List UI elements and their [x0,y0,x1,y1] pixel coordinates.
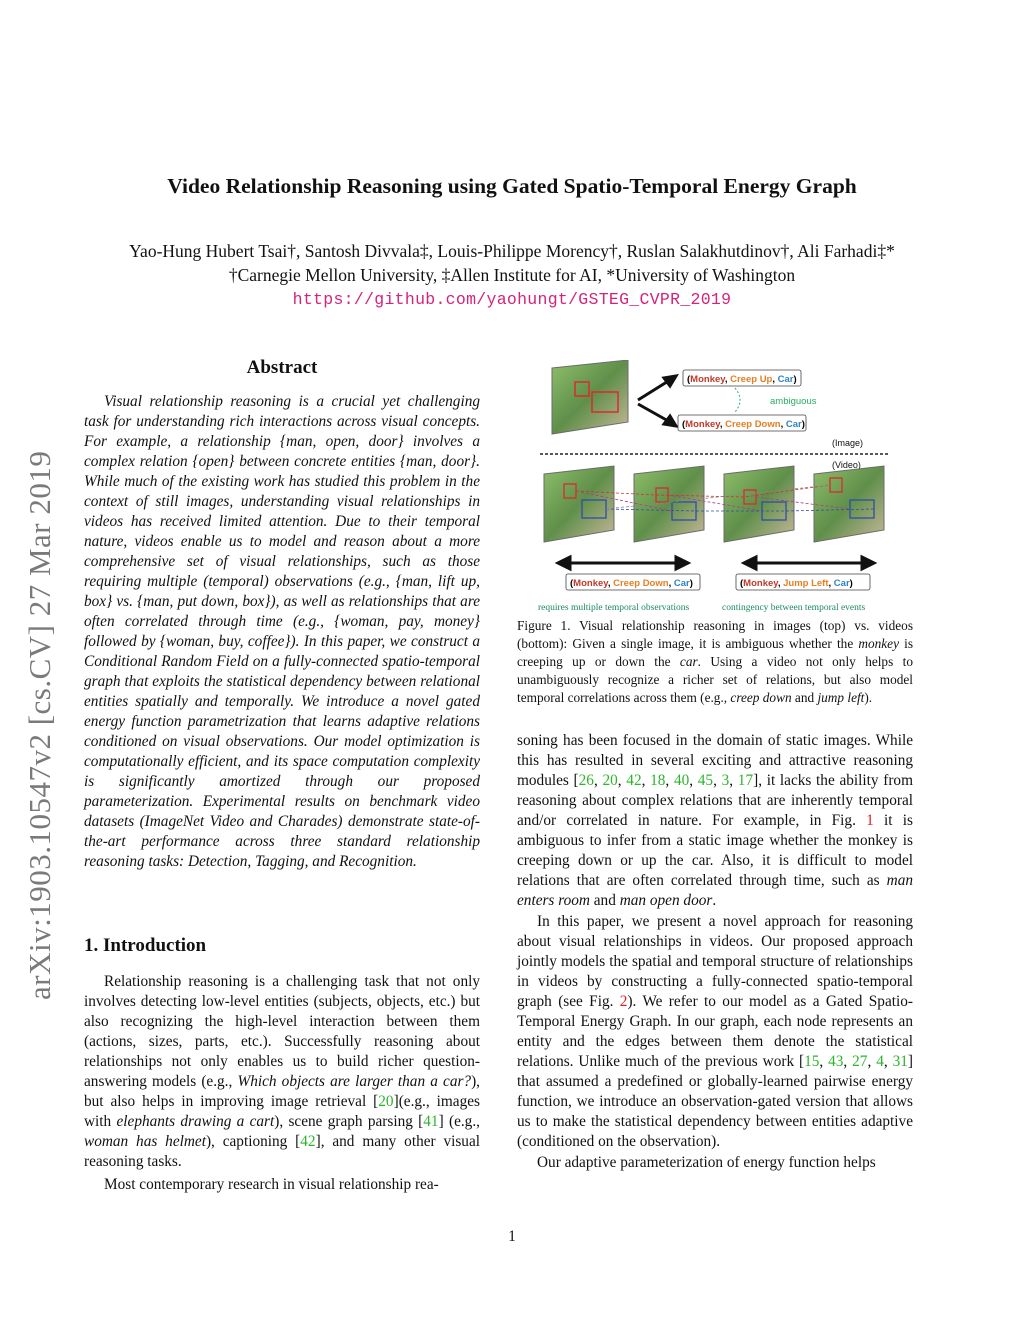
time-span-arrows [558,557,874,569]
citation-link[interactable]: 18 [650,772,666,789]
intro-paragraph-5-start: Our adaptive parameterization of energy function helps [537,1154,876,1171]
intro-paragraph-1: Relationship reasoning is a challenging task that not only involves detecting low-level entities (subjects, objects, etc.) but also recognizing the high-level interaction between them (actions, sizes, parts, etc.). Successfully reasoning about relationships not only enables us to build richer question-answering models (e.g., Which objects are larger than a car?), but also helps in improving image retrieval [20](e.g., images with elephants drawing a cart), scene graph parsing [41] (e.g., woman has helmet), captioning [42], and many other visual reasoning tasks. [84,973,480,1170]
page-number: 1 [508,1228,516,1245]
citation-link[interactable]: 40 [673,772,690,789]
relation-tag-creep-down: (Monkey, Creep Down, Car) [682,419,805,430]
video-label: (Video) [832,460,861,470]
ambiguous-arrow [735,388,740,412]
intro-paragraph-3: soning has been focused in the domain of static images. While this has resulted in several exciting and attractive reasoning modules [26, 20, 42, 18, 40, 45, 3, 17], it lacks the ability from reasoning about complex relations that are inherently temporal and/or correlated in nature. For example, in Fig. 1 it is ambiguous to infer from a static image whether the monkey is creeping down or up the car. Also, it is difficult to model relations that are often correlated through time, such as man enters room and man open door. [517,732,913,909]
citation-link[interactable]: 15 [804,1053,820,1070]
citation-link[interactable]: 27 [852,1053,868,1070]
citation-link[interactable]: 20 [602,772,618,789]
author-list: Yao-Hung Hubert Tsai†, Santosh Divvala‡, Louis-Philippe Morency†, Ruslan Salakhutdinov†, Ali Farhadi‡* [129,241,895,261]
citation-link[interactable]: 3 [721,772,730,789]
figure-1 [530,360,910,615]
figure-1-caption: Figure 1. Visual relationship reasoning in images (top) vs. videos (bottom): Given a single image, it is ambiguous whether the monkey is creeping up or down the car. Using a video not only helps to unambiguously recognize a richer set of relations, but also model temporal correlations across them (e.g., creep down and jump left). [517,618,914,705]
figure-ref-link[interactable]: 2 [619,993,628,1010]
paper-title: Video Relationship Reasoning using Gated Spatio-Temporal Energy Graph [167,174,857,198]
arxiv-stamp: arXiv:1903.10547v2 [cs.CV] 27 Mar 2019 [22,450,57,1000]
arrow-icon [638,376,676,426]
video-frames [544,466,884,542]
intro-right-column [517,731,913,1173]
figure-ref-link[interactable]: 1 [866,812,874,829]
affiliations: †Carnegie Mellon University, ‡Allen Institute for AI, *University of Washington [228,265,796,285]
citation-link[interactable]: 31 [892,1053,908,1070]
figure-note-left: requires multiple temporal observations [538,603,690,613]
relation-tag-creep-up: (Monkey, Creep Up, Car) [687,374,797,385]
citation-link[interactable]: 45 [697,772,714,789]
citation-link[interactable]: 43 [828,1053,844,1070]
intro-paragraph-2-start: Most contemporary research in visual relationship rea- [104,1176,439,1193]
code-link[interactable]: https://github.com/yaohungt/GSTEG_CVPR_2019 [292,290,732,309]
citation-link[interactable]: 42 [626,772,642,789]
citation-link[interactable]: 42 [300,1133,316,1150]
figure-note-right: contingency between temporal events [722,603,866,613]
citation-link[interactable]: 41 [423,1113,439,1130]
citation-link[interactable]: 17 [737,772,754,789]
abstract-heading: Abstract [246,357,318,378]
relation-tag-video-creep-down: (Monkey, Creep Down, Car) [570,578,693,589]
citation-link[interactable]: 4 [876,1053,884,1070]
abstract-text: Visual relationship reasoning is a crucial yet challenging task for understanding rich interactions across visual concepts. For example, a relationship {man, open, door} involves a complex relation {open} between concrete entities {man, door}. While much of the existing work has studied this problem in the context of still images, understanding visual relationships in videos has received limited attention. Due to their temporal nature, videos enable us to model and reason about a more comprehensive set of visual relationships, such as those requiring multiple (temporal) observations (e.g., {man, lift up, box} vs. {man, put down, box}), as well as relationships that are often correlated through time (e.g., {woman, pay, money} followed by {woman, buy, coffee}). In this paper, we construct a Conditional Random Field on a fully-connected spatio-temporal graph that exploits the statistical dependency between relational entities spatially and temporally. We introduce a novel gated energy function parametrization that learns adaptive relations conditioned on visual observations. Our model optimization is computationally efficient, and its space computation complexity is significantly amortized through our proposed parameterization. Experimental results on benchmark video datasets (ImageNet Video and Charades) demonstrate state-of-the-art performance across three standard relationship reasoning tasks: Detection, Tagging, and Recognition. [84,393,480,870]
ambiguous-label: ambiguous [770,396,817,407]
relation-tag-video-jump-left: (Monkey, Jump Left, Car) [740,578,853,589]
citation-link[interactable]: 26 [578,772,594,789]
section-heading-introduction: 1. Introduction [84,935,207,956]
image-frame [552,360,628,434]
intro-left-column [84,972,480,1195]
intro-paragraph-4: In this paper, we present a novel approach for reasoning about visual relationships in videos. Our proposed approach jointly models the spatial and temporal structure of relationships in videos by constructing a fully-connected spatio-temporal graph (see Fig. 2). We refer to our model as a Gated Spatio-Temporal Energy Graph. In our graph, each node represents an entity and the edges between them denote the statistical relations. Unlike much of the previous work [15, 43, 27, 4, 31] that assumed a predefined or globally-learned pairwise energy function, we introduce an observation-gated version that allows us to make the statistical dependency between entities adaptive (conditioned on the observation). [517,913,913,1150]
citation-link[interactable]: 20 [378,1093,394,1110]
image-label: (Image) [832,438,864,448]
